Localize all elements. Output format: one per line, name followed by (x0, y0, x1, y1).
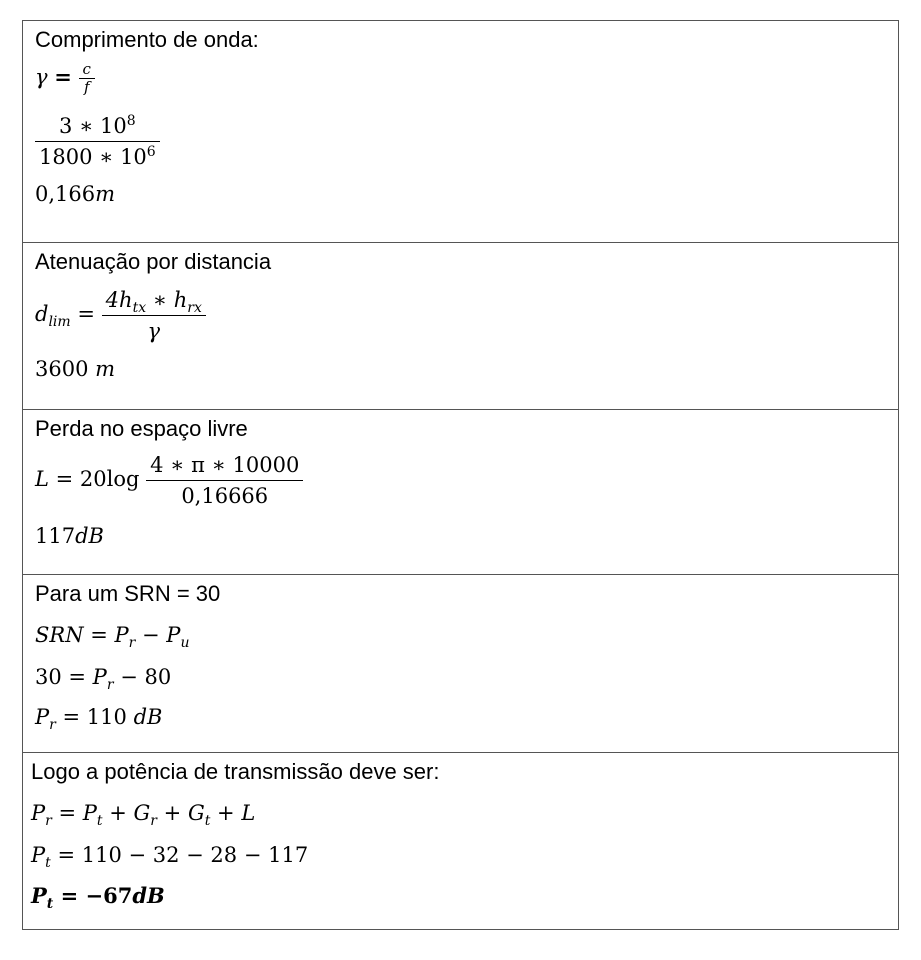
srn-equation: SRN = $P_r - P_u$ (35, 623, 190, 651)
srn-substitution: $30 = P_r - 80$ (35, 665, 172, 693)
dlim-formula: $d_{lim}$ = $\frac{4h_{tx} ∗ h_{rx}}{\gamma}$ (35, 285, 898, 351)
pr-result: $P_r = 110$ dB (35, 705, 163, 733)
pt-final-result: $P_t = -67dB$ (31, 883, 165, 912)
section-heading: Comprimento de onda: (35, 27, 259, 52)
wavelength-result: 0,166m (35, 182, 116, 206)
section-heading: Para um SRN = 30 (35, 581, 221, 606)
dlim-result: 3600 m (35, 357, 116, 381)
pt-substitution: $P_t = 110 - 32 - 28 - 117$ (31, 843, 309, 871)
wavelength-formula: γ = $\frac{c}{f}$ (35, 61, 898, 107)
calculation-table (22, 20, 899, 930)
wavelength-fraction: $\frac{3 ∗ 10^8}{1800 ∗ 10^6}$ (35, 111, 898, 172)
section-wavelength (23, 21, 898, 243)
section-free-space-loss (23, 410, 898, 575)
section-distance-attenuation (23, 243, 898, 410)
loss-result: 117dB (35, 524, 104, 548)
section-transmit-power (23, 753, 898, 929)
section-heading: Perda no espaço livre (35, 416, 248, 441)
loss-formula: L = 20log $\frac{4 ∗ \pi ∗ 10000}{0,16666}$ (35, 450, 898, 516)
section-heading: Logo a potência de transmissão deve ser: (31, 759, 440, 784)
section-srn (23, 575, 898, 753)
power-balance-equation: $P_r = P_t + G_r + G_t + L$ (31, 801, 256, 829)
section-heading: Atenuação por distancia (35, 249, 272, 274)
